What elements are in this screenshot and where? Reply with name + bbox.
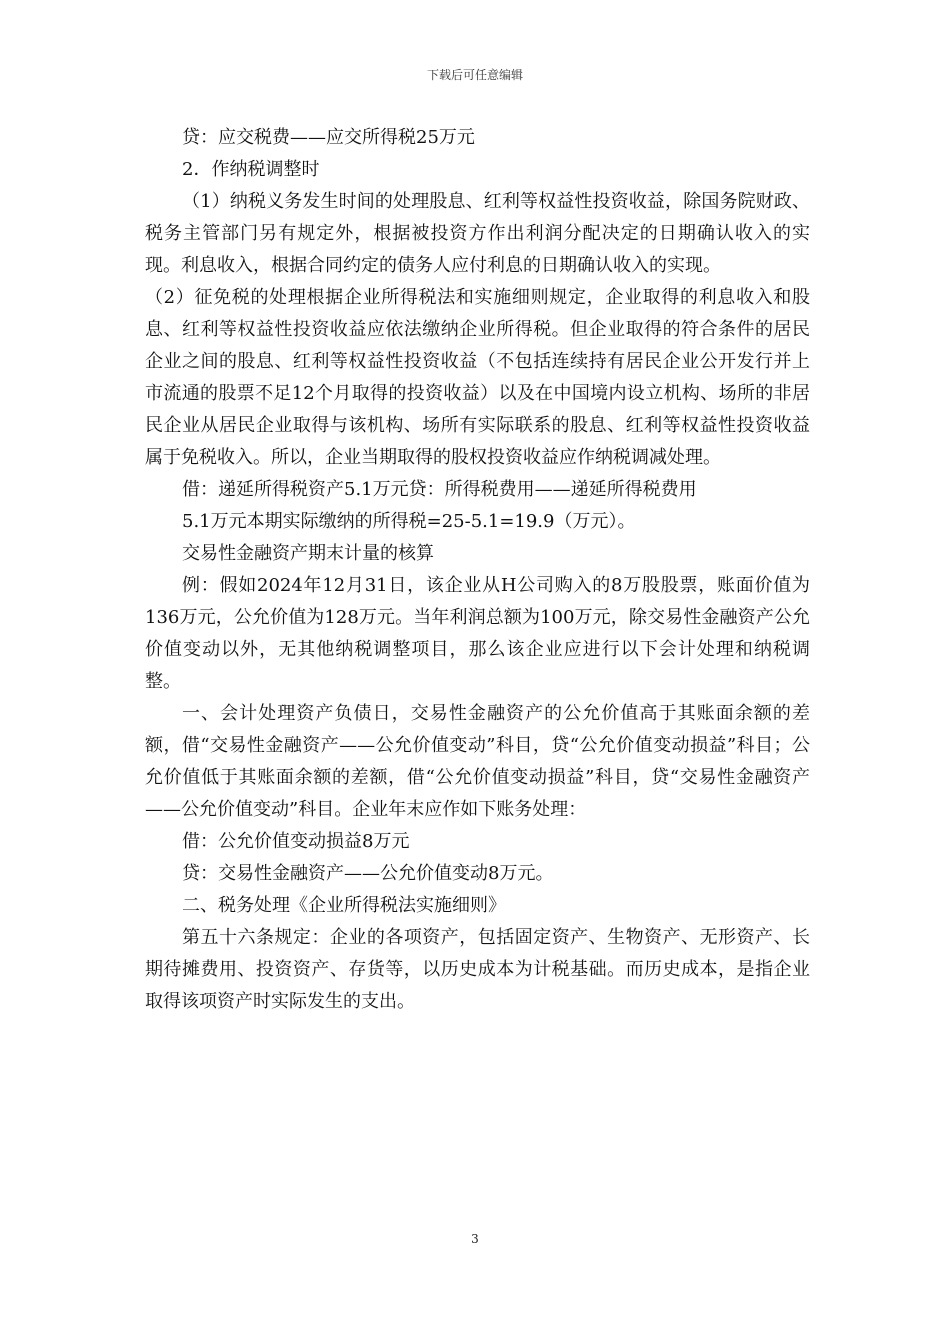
page-number: 3 — [471, 1232, 479, 1246]
paragraph: 例：假如2024年12月31日，该企业从H公司购入的8万股股票，账面价值为136万元，公允价值为128万元。当年利润总额为100万元，除交易性金融资产公允价值变动以外，无其他纳税调整项目，那么该企业应进行以下会计处理和纳税调整。 — [145, 575, 810, 692]
page-header: 下载后可任意编辑 — [426, 68, 523, 82]
paragraph: 第五十六条规定：企业的各项资产，包括固定资产、生物资产、无形资产、长期待摊费用、投资资产、存货等，以历史成本为计税基础。而历史成本，是指企业取得该项资产时实际发生的支出。 — [145, 927, 810, 1012]
paragraph: （2）征免税的处理根据企业所得税法和实施细则规定，企业取得的利息收入和股息、红利等权益性投资收益应依法缴纳企业所得税。但企业取得的符合条件的居民企业之间的股息、红利等权益性投资收益（不包括连续持有居民企业公开发行并上市流通的股票不足12个月取得的投资收益）以及在中国境内设立机构、场所的非居民企业从居民企业取得与该机构、场所有实际联系的股息、红利等权益性投资收益属于免税收入。所以，企业当期取得的股权投资收益应作纳税调减处理。 — [145, 287, 810, 468]
paragraph: 二、税务处理《企业所得税法实施细则》 — [182, 895, 506, 916]
paragraph: 2．作纳税调整时 — [182, 159, 320, 180]
paragraph: 贷：应交税费——应交所得税25万元 — [182, 127, 475, 148]
paragraph: 贷：交易性金融资产——公允价值变动8万元。 — [182, 863, 554, 884]
paragraph: 一、会计处理资产负债日，交易性金融资产的公允价值高于其账面余额的差额，借“交易性金融资产——公允价值变动”科目，贷“公允价值变动损益”科目；公允价值低于其账面余额的差额，借“公允价值变动损益”科目，贷“交易性金融资产——公允价值变动”科目。企业年末应作如下账务处理： — [145, 703, 810, 820]
paragraph: 借：递延所得税资产5.1万元贷：所得税费用——递延所得税费用 — [182, 479, 697, 500]
paragraph: 5.1万元本期实际缴纳的所得税=25-5.1=19.9（万元）。 — [182, 511, 636, 532]
document-body — [145, 122, 810, 1018]
paragraph: 借：公允价值变动损益8万元 — [182, 831, 410, 852]
paragraph: （1）纳税义务发生时间的处理股息、红利等权益性投资收益，除国务院财政、税务主管部门另有规定外，根据被投资方作出利润分配决定的日期确认收入的实现。利息收入，根据合同约定的债务人应付利息的日期确认收入的实现。 — [145, 191, 810, 276]
paragraph: 交易性金融资产期末计量的核算 — [182, 543, 434, 564]
